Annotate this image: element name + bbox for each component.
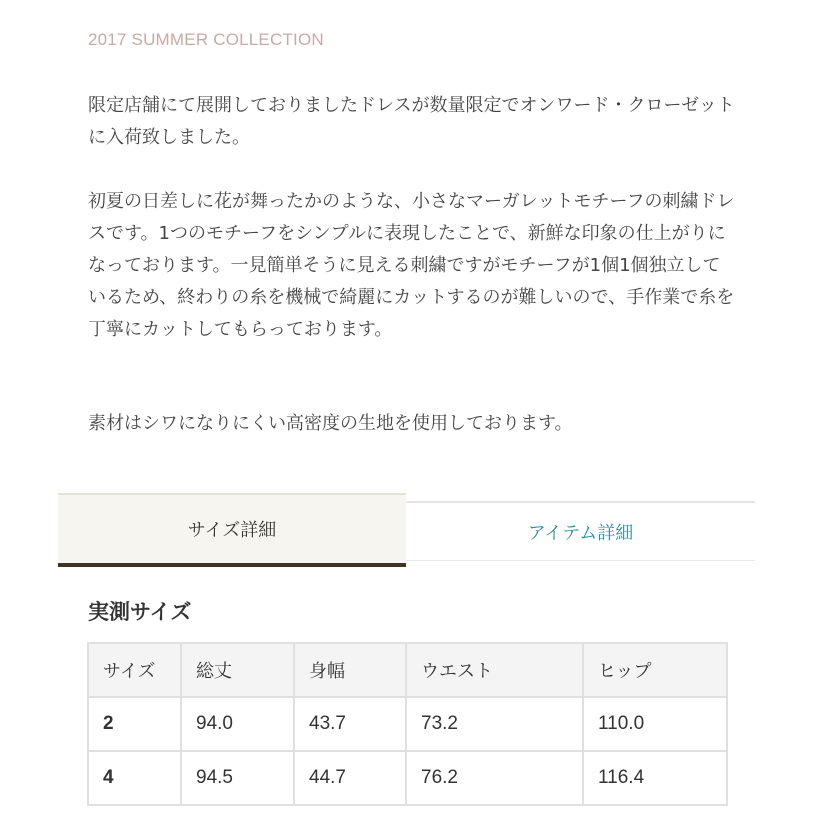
- cell-waist: 76.2: [406, 751, 583, 805]
- description-paragraph-2: 初夏の日差しに花が舞ったかのような、小さなマーガレットモチーフの刺繍ドレスです。1つのモチーフをシンプルに表現したことで、新鮮な印象の仕上がりになっております。一見簡単そうに見える刺繍ですがモチーフが1個1個独立しているため、終わりの糸を機械で綺麗にカットするのが難しいので、手作業で糸を丁寧にカットしてもらっております。: [88, 191, 735, 340]
- tab-size-details[interactable]: サイズ詳細: [58, 493, 406, 567]
- header-size: サイズ: [88, 643, 181, 697]
- header-width: 身幅: [294, 643, 406, 697]
- cell-size: 4: [88, 751, 181, 805]
- header-length: 総丈: [181, 643, 294, 697]
- cell-hip: 110.0: [583, 697, 727, 751]
- cell-width: 44.7: [294, 751, 406, 805]
- description-paragraph-1: 限定店舗にて展開しておりましたドレスが数量限定でオンワード・クローゼットに入荷致しました。: [88, 95, 735, 148]
- detail-tabs: [58, 493, 755, 567]
- cell-size: 2: [88, 697, 181, 751]
- cell-length: 94.0: [181, 697, 294, 751]
- tab-item-details[interactable]: アイテム詳細: [406, 501, 755, 561]
- cell-waist: 73.2: [406, 697, 583, 751]
- cell-length: 94.5: [181, 751, 294, 805]
- header-hip: ヒップ: [583, 643, 727, 697]
- table-row: [88, 697, 727, 751]
- table-row: [88, 751, 727, 805]
- measured-size-title: 実測サイズ: [88, 600, 192, 624]
- cell-hip: 116.4: [583, 751, 727, 805]
- description-paragraph-3: 素材はシワになりにくい高密度の生地を使用しております。: [88, 413, 573, 434]
- collection-label: 2017 SUMMER COLLECTION: [88, 30, 324, 49]
- size-table-header-row: [88, 643, 727, 697]
- header-waist: ウエスト: [406, 643, 583, 697]
- size-table: [87, 642, 728, 806]
- cell-width: 43.7: [294, 697, 406, 751]
